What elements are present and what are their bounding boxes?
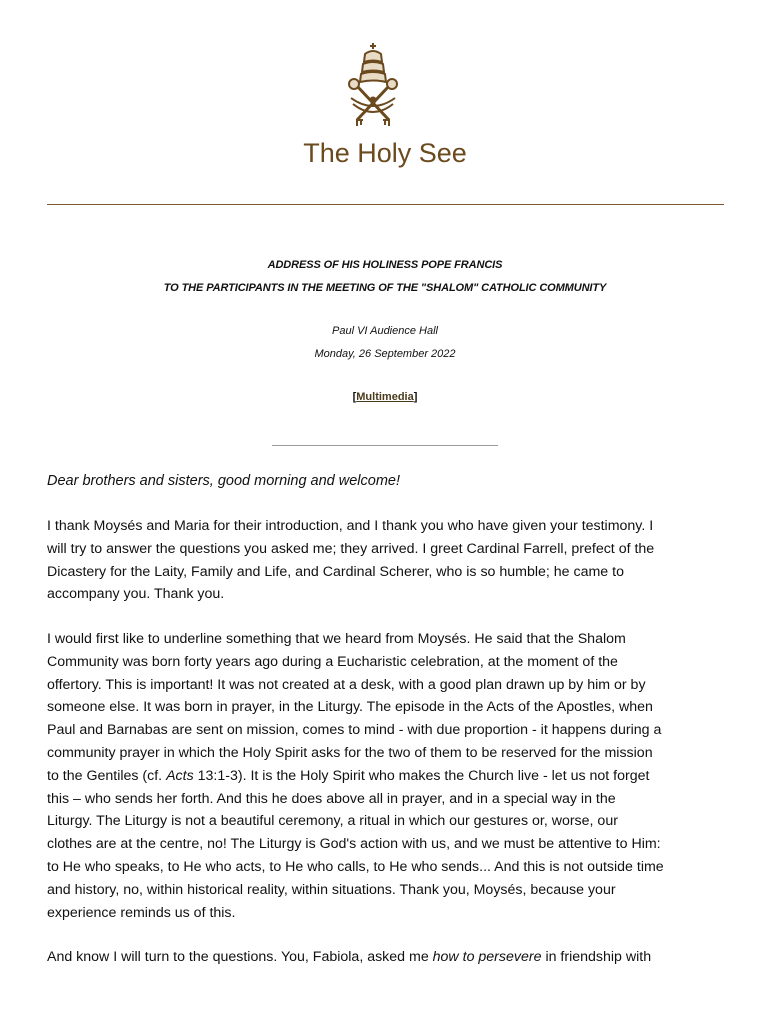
text-line: Liturgy. The Liturgy is not a beautiful ceremony, a ritual in which our gestures or, worse, our bbox=[47, 813, 618, 830]
text-line: experience reminds us of this. bbox=[47, 904, 236, 921]
text-line: and history, no, within historical reality, within situations. Thank you, Moysés, because your bbox=[47, 881, 616, 898]
papal-keys-emblem-icon bbox=[343, 40, 403, 132]
multimedia-link[interactable]: Multimedia bbox=[356, 391, 414, 403]
citation-acts: Acts bbox=[166, 767, 194, 784]
text-line: I thank Moysés and Maria for their introduction, and I thank you who have given your testimony. I bbox=[47, 518, 654, 534]
text-fragment: to the Gentiles (cf. bbox=[47, 767, 167, 784]
event-place: Paul VI Audience Hall bbox=[332, 325, 438, 337]
text-line bbox=[47, 946, 737, 969]
emphasis-text: how to persevere bbox=[432, 949, 542, 965]
text-line: Dicastery for the Laity, Family and Life, and Cardinal Scherer, who is so humble; he came to bbox=[47, 563, 624, 580]
text-line: accompany you. Thank you. bbox=[47, 586, 225, 603]
text-fragment: in friendship with bbox=[541, 949, 652, 965]
header-divider bbox=[47, 204, 724, 205]
site-title[interactable]: The Holy See bbox=[303, 138, 467, 168]
text-line: will try to answer the questions you asked me; they arrived. I greet Cardinal Farrell, prefect of the bbox=[47, 540, 655, 557]
paragraph-3 bbox=[47, 946, 737, 969]
greeting: Dear brothers and sisters, good morning and welcome! bbox=[47, 473, 401, 489]
text-line: Community was born forty years ago during a Eucharistic celebration, at the moment of the bbox=[47, 653, 618, 670]
text-line: community prayer in which the Holy Spirit asks for the two of them to be reserved for the mission bbox=[47, 744, 653, 761]
multimedia-block bbox=[0, 391, 770, 403]
address-heading-line2: TO THE PARTICIPANTS IN THE MEETING OF THE "SHALOM" CATHOLIC COMMUNITY bbox=[163, 282, 607, 294]
text-line: I would first like to underline something that we heard from Moysés. He said that the Shalom bbox=[47, 631, 626, 647]
text-line: Paul and Barnabas are sent on mission, comes to mind - with due proportion - it happens during a bbox=[47, 722, 662, 739]
bracket-open: [ bbox=[352, 391, 357, 403]
event-date: Monday, 26 September 2022 bbox=[314, 348, 456, 360]
section-divider bbox=[272, 445, 498, 446]
bracket-close: ] bbox=[413, 391, 418, 403]
paragraph-2 bbox=[47, 628, 737, 924]
text-line bbox=[47, 765, 737, 788]
paragraph-1 bbox=[47, 515, 737, 606]
text-line: someone else. It was born in prayer, in the Liturgy. The episode in the Acts of the Apostles, when bbox=[47, 699, 653, 716]
text-line: offertory. This is important! It was not created at a desk, with a good plan drawn up by him or by bbox=[47, 676, 646, 693]
text-line: clothes are at the centre, no! The Liturgy is God's action with us, and we must be attentive to Him: bbox=[47, 836, 661, 853]
text-line: this – who sends her forth. And this he does above all in prayer, and in a special way in the bbox=[47, 790, 616, 807]
address-heading-line1: ADDRESS OF HIS HOLINESS POPE FRANCIS bbox=[267, 259, 503, 271]
text-line: to He who speaks, to He who acts, to He who calls, to He who sends... And this is not outside time bbox=[47, 858, 664, 875]
text-fragment: And know I will turn to the questions. You, Fabiola, asked me bbox=[47, 949, 433, 965]
text-fragment: 13:1-3). It is the Holy Spirit who makes the Church live - let us not forget bbox=[193, 767, 650, 784]
